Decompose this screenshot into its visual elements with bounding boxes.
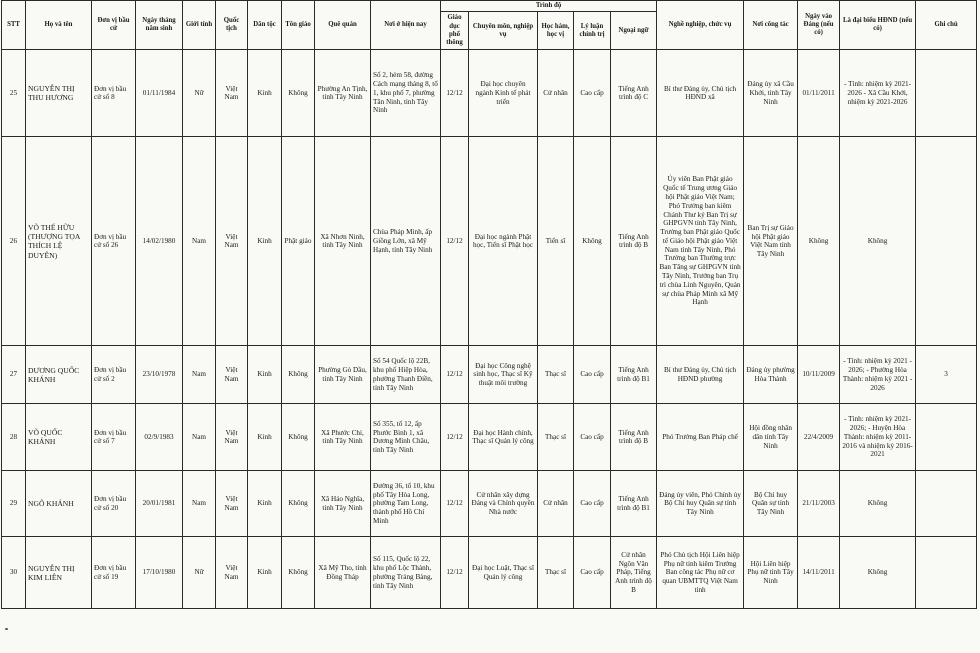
cell-council-member: Không	[840, 137, 916, 346]
cell-full-name: VÕ QUỐC KHÁNH	[26, 404, 92, 471]
cell-general-education: 12/12	[441, 471, 469, 537]
cell-gender: Nam	[183, 137, 216, 346]
cell-residence: Số 54 Quốc lộ 22B, khu phố Hiệp Hòa, phường Thanh Điền, tỉnh Tây Ninh	[371, 346, 441, 404]
cell-birth-date: 14/02/1980	[136, 137, 183, 346]
cell-nationality: Việt Nam	[216, 137, 248, 346]
cell-religion: Không	[282, 537, 315, 609]
cell-constituency: Đơn vị bầu cử số 7	[92, 404, 136, 471]
header-party-date: Ngày vào Đảng (nếu có)	[798, 1, 840, 50]
cell-specialization: Đại học ngành Phật học, Tiến sĩ Phật học	[469, 137, 538, 346]
cell-political-theory: Không	[574, 137, 611, 346]
cell-specialization: Đại học Công nghệ sinh học, Thạc sĩ Kỹ thuật môi trường	[469, 346, 538, 404]
cell-party-date: Không	[798, 137, 840, 346]
cell-specialization: Đại học Luật, Thạc sĩ Quản lý công	[469, 537, 538, 609]
cell-occupation: Đảng ủy viên, Phó Chính ủy Bộ Chỉ huy Quân sự tỉnh Tây Ninh	[657, 471, 744, 537]
header-religion: Tôn giáo	[282, 1, 315, 50]
cell-birth-date: 23/10/1978	[136, 346, 183, 404]
cell-workplace: Ban Trị sự Giáo hội Phật giáo Việt Nam tỉnh Tây Ninh	[744, 137, 798, 346]
cell-residence: Số 355, tổ 12, ấp Phước Bình 1, xã Dương Minh Châu, tỉnh Tây Ninh	[371, 404, 441, 471]
scan-speck	[5, 628, 8, 630]
table-row	[2, 537, 977, 609]
candidate-table	[1, 0, 977, 609]
cell-foreign-language: Tiếng Anh trình độ B	[611, 137, 657, 346]
cell-council-member: Không	[840, 471, 916, 537]
cell-birth-date: 02/9/1983	[136, 404, 183, 471]
cell-party-date: 10/11/2009	[798, 346, 840, 404]
cell-foreign-language: Tiếng Anh trình độ B1	[611, 346, 657, 404]
cell-notes	[916, 137, 977, 346]
cell-full-name: NGÔ KHÁNH	[26, 471, 92, 537]
cell-notes: 3	[916, 346, 977, 404]
cell-nationality: Việt Nam	[216, 471, 248, 537]
header-stt: STT	[2, 1, 26, 50]
cell-full-name: NGUYỄN THỊ KIM LIÊN	[26, 537, 92, 609]
cell-academic-degree: Thạc sĩ	[538, 346, 574, 404]
cell-notes	[916, 537, 977, 609]
cell-nationality: Việt Nam	[216, 346, 248, 404]
cell-ethnicity: Kinh	[248, 137, 282, 346]
cell-academic-degree: Tiến sĩ	[538, 137, 574, 346]
header-notes: Ghi chú	[916, 1, 977, 50]
header-ethnicity: Dân tộc	[248, 1, 282, 50]
cell-academic-degree: Thạc sĩ	[538, 404, 574, 471]
cell-workplace: Bộ Chỉ huy Quân sự tỉnh Tây Ninh	[744, 471, 798, 537]
cell-notes	[916, 50, 977, 137]
table-row	[2, 137, 977, 346]
header-full-name: Họ và tên	[26, 1, 92, 50]
header-general-education: Giáo dục phổ thông	[441, 12, 469, 50]
header-workplace: Nơi công tác	[744, 1, 798, 50]
cell-political-theory: Cao cấp	[574, 537, 611, 609]
cell-political-theory: Cao cấp	[574, 404, 611, 471]
cell-occupation: Bí thư Đảng ủy, Chủ tịch HĐND xã	[657, 50, 744, 137]
cell-ethnicity: Kinh	[248, 537, 282, 609]
header-specialization: Chuyên môn, nghiệp vụ	[469, 12, 538, 50]
cell-gender: Nữ	[183, 537, 216, 609]
table-row	[2, 471, 977, 537]
cell-full-name: VÕ THẾ HỮU (THƯỢNG TỌA THÍCH LỆ DUYÊN)	[26, 137, 92, 346]
cell-workplace: Hội Liên hiệp Phụ nữ tỉnh Tây Ninh	[744, 537, 798, 609]
cell-gender: Nam	[183, 404, 216, 471]
cell-foreign-language: Tiếng Anh trình độ C	[611, 50, 657, 137]
cell-constituency: Đơn vị bầu cử số 8	[92, 50, 136, 137]
cell-hometown: Xã Mỹ Tho, tỉnh Đồng Tháp	[315, 537, 371, 609]
header-gender: Giới tính	[183, 1, 216, 50]
cell-general-education: 12/12	[441, 346, 469, 404]
cell-religion: Không	[282, 346, 315, 404]
cell-general-education: 12/12	[441, 137, 469, 346]
cell-party-date: 21/11/2003	[798, 471, 840, 537]
cell-constituency: Đơn vị bầu cử số 2	[92, 346, 136, 404]
header-education-group: Trình độ	[441, 1, 657, 12]
table-row	[2, 50, 977, 137]
header-council-member: Là đại biểu HĐND (nếu có)	[840, 1, 916, 50]
cell-stt: 27	[2, 346, 26, 404]
cell-gender: Nam	[183, 346, 216, 404]
cell-council-member: - Tỉnh: nhiệm kỳ 2021 - 2026; - Phường Hòa Thành: nhiệm kỳ 2021 - 2026	[840, 346, 916, 404]
cell-workplace: Đảng ủy xã Cầu Khởi, tỉnh Tây Ninh	[744, 50, 798, 137]
cell-nationality: Việt Nam	[216, 404, 248, 471]
header-foreign-language: Ngoại ngữ	[611, 12, 657, 50]
cell-constituency: Đơn vị bầu cử số 26	[92, 137, 136, 346]
cell-specialization: Đại học chuyên ngành Kinh tế phát triển	[469, 50, 538, 137]
cell-hometown: Phường An Tịnh, tỉnh Tây Ninh	[315, 50, 371, 137]
cell-occupation: Ủy viên Ban Phật giáo Quốc tế Trung ương Giáo hội Phật giáo Việt Nam; Phó Trưởng ban kiêm Chánh Thư ký Ban Trị sự GHPGVN tỉnh Tây Ninh, Trưởng ban Phật giáo Quốc tế Giáo hội Phật giáo Việt Nam tỉnh Tây Ninh, Phó Trưởng ban Thường trực Ban Tăng sự GHPGVN tỉnh Tây Ninh, Trưởng ban Trụ trì chùa Linh Nguyên, Quản sự chùa Pháp Minh xã Mỹ Hạnh	[657, 137, 744, 346]
cell-stt: 29	[2, 471, 26, 537]
cell-full-name: DƯƠNG QUỐC KHÁNH	[26, 346, 92, 404]
cell-foreign-language: Tiếng Anh trình độ B1	[611, 471, 657, 537]
cell-religion: Không	[282, 471, 315, 537]
cell-full-name: NGUYỄN THỊ THU HƯƠNG	[26, 50, 92, 137]
cell-general-education: 12/12	[441, 50, 469, 137]
table-row	[2, 404, 977, 471]
cell-general-education: 12/12	[441, 404, 469, 471]
cell-birth-date: 17/10/1980	[136, 537, 183, 609]
cell-occupation: Phó Chủ tịch Hội Liên hiệp Phụ nữ tỉnh kiêm Trưởng Ban công tác Phụ nữ cơ quan UBMTTQ Việt Nam tỉnh	[657, 537, 744, 609]
cell-party-date: 14/11/2011	[798, 537, 840, 609]
cell-academic-degree: Thạc sĩ	[538, 537, 574, 609]
cell-stt: 25	[2, 50, 26, 137]
cell-constituency: Đơn vị bầu cử số 19	[92, 537, 136, 609]
cell-political-theory: Cao cấp	[574, 50, 611, 137]
cell-notes	[916, 404, 977, 471]
cell-party-date: 01/11/2011	[798, 50, 840, 137]
table-row	[2, 346, 977, 404]
cell-academic-degree: Cử nhân	[538, 471, 574, 537]
cell-ethnicity: Kinh	[248, 404, 282, 471]
header-academic-degree: Học hàm, học vị	[538, 12, 574, 50]
cell-religion: Không	[282, 50, 315, 137]
header-political-theory: Lý luận chính trị	[574, 12, 611, 50]
cell-residence: Số 115, Quốc lộ 22, khu phố Lộc Thành, phường Trảng Bàng, tỉnh Tây Ninh	[371, 537, 441, 609]
cell-foreign-language: Cử nhân Ngôn Văn Pháp, Tiếng Anh trình độ B	[611, 537, 657, 609]
cell-specialization: Cử nhân xây dựng Đảng và Chính quyền Nhà nước	[469, 471, 538, 537]
cell-foreign-language: Tiếng Anh trình độ B	[611, 404, 657, 471]
cell-hometown: Xã Nhơn Ninh, tỉnh Tây Ninh	[315, 137, 371, 346]
cell-nationality: Việt Nam	[216, 537, 248, 609]
cell-workplace: Đảng ủy phường Hòa Thành	[744, 346, 798, 404]
cell-constituency: Đơn vị bầu cử số 20	[92, 471, 136, 537]
cell-stt: 26	[2, 137, 26, 346]
cell-gender: Nữ	[183, 50, 216, 137]
header-birth-date: Ngày tháng năm sinh	[136, 1, 183, 50]
cell-notes	[916, 471, 977, 537]
cell-occupation: Bí thư Đảng ủy, Chủ tịch HĐND phường	[657, 346, 744, 404]
cell-ethnicity: Kinh	[248, 346, 282, 404]
cell-specialization: Đại học Hành chính, Thạc sĩ Quản lý công	[469, 404, 538, 471]
header-nationality: Quốc tịch	[216, 1, 248, 50]
cell-ethnicity: Kinh	[248, 50, 282, 137]
cell-general-education: 12/12	[441, 537, 469, 609]
cell-residence: Chùa Pháp Minh, ấp Giồng Lớn, xã Mỹ Hạnh, tỉnh Tây Ninh	[371, 137, 441, 346]
cell-party-date: 22/4/2009	[798, 404, 840, 471]
cell-political-theory: Cao cấp	[574, 346, 611, 404]
cell-ethnicity: Kinh	[248, 471, 282, 537]
cell-political-theory: Cao cấp	[574, 471, 611, 537]
cell-council-member: - Tỉnh: nhiệm kỳ 2021-2026 - Xã Cầu Khởi, nhiệm kỳ 2021-2026	[840, 50, 916, 137]
cell-nationality: Việt Nam	[216, 50, 248, 137]
cell-council-member: Không	[840, 537, 916, 609]
cell-hometown: Xã Hảo Nghĩa, tỉnh Tây Ninh	[315, 471, 371, 537]
cell-council-member: - Tỉnh: nhiệm kỳ 2021-2026; - Huyện Hòa Thành: nhiệm kỳ 2011-2016 và nhiệm kỳ 2016-2021	[840, 404, 916, 471]
cell-birth-date: 20/01/1981	[136, 471, 183, 537]
cell-academic-degree: Cử nhân	[538, 50, 574, 137]
header-hometown: Quê quán	[315, 1, 371, 50]
cell-stt: 28	[2, 404, 26, 471]
header-residence: Nơi ở hiện nay	[371, 1, 441, 50]
cell-religion: Không	[282, 404, 315, 471]
header-constituency: Đơn vị bầu cử	[92, 1, 136, 50]
cell-hometown: Xã Phước Chỉ, tỉnh Tây Ninh	[315, 404, 371, 471]
cell-gender: Nam	[183, 471, 216, 537]
cell-religion: Phật giáo	[282, 137, 315, 346]
cell-stt: 30	[2, 537, 26, 609]
header-occupation: Nghề nghiệp, chức vụ	[657, 1, 744, 50]
cell-residence: Số 2, hẻm 58, đường Cách mạng tháng 8, tổ 1, khu phố 7, phường Tân Ninh, tỉnh Tây Ninh	[371, 50, 441, 137]
cell-hometown: Phường Gò Dầu, tỉnh Tây Ninh	[315, 346, 371, 404]
cell-occupation: Phó Trưởng Ban Pháp chế	[657, 404, 744, 471]
cell-residence: Đường 36, tổ 10, khu phố Tây Hòa Long, phường Tam Long, thành phố Hồ Chí Minh	[371, 471, 441, 537]
cell-workplace: Hội đồng nhân dân tỉnh Tây Ninh	[744, 404, 798, 471]
cell-birth-date: 01/11/1984	[136, 50, 183, 137]
